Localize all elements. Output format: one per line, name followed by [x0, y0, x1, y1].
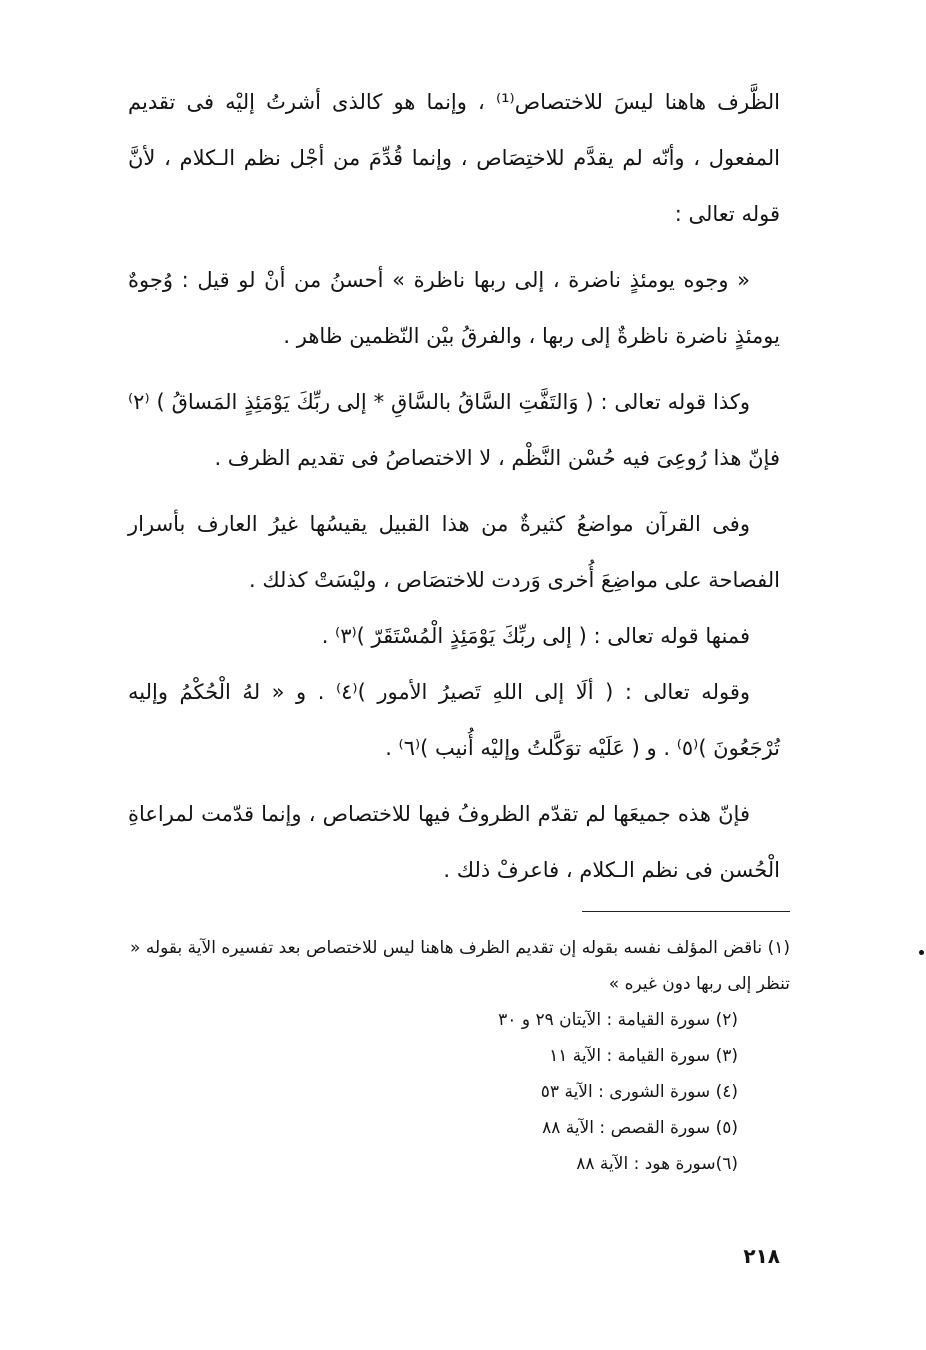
- paragraph-2: « وجوه يومئذٍ ناضرة ، إلى ربها ناظرة » أحسنُ من أنْ لو قيل : وُجوهٌ يومئذٍ ناضرة ناظرةٌ إلى ربها ، والفرقُ بيْن النّظمين ظاهر .: [128, 268, 780, 348]
- footnote-6: (٦)سورة هود : الآية ٨٨: [576, 1154, 738, 1174]
- paragraph-7: فإنّ هذه جميعَها لم تقدّم الظروفُ فيها للاختصاص ، وإنما قدّمت لمراعاةِ الْحُسن فى نظم الـكلام ، فاعرفْ ذلك .: [128, 802, 780, 882]
- page-number: ٢١٨: [743, 1244, 780, 1268]
- footnote-separator: [582, 911, 790, 912]
- margin-dot: [919, 950, 924, 955]
- footnote-4: (٤) سورة الشورى : الآية ٥٣: [540, 1082, 738, 1102]
- footnote-3: (٣) سورة القيامة : الآية ١١: [549, 1046, 738, 1066]
- footnotes: [130, 930, 790, 1182]
- paragraph-4: وفى القرآن مواضعُ كثيرةٌ من هذا القبيل يقيسُها غيرُ العارف بأسرار الفصاحة على مواضِعَ أُخرى وَردت للاختصَاص ، وليْسَتْ كذلك .: [128, 512, 780, 592]
- footnote-5: (٥) سورة القصص : الآية ٨٨: [542, 1118, 738, 1138]
- paragraph-5: فمنها قوله تعالى : ( إلى ربِّكَ يَوْمَئِذٍ الْمُسْتَقَرّ )⁽٣⁾ .: [321, 624, 750, 648]
- main-text: [128, 74, 780, 898]
- footnote-2: (٢) سورة القيامة : الآيتان ٢٩ و ٣٠: [498, 1010, 738, 1030]
- paragraph-6: وقوله تعالى : ( ألَا إلى اللهِ تَصيرُ الأمور )⁽٤⁾ . و « لهُ الْحُكْمُ وإليه تُرْجَعُونَ )⁽٥⁾ . و ( عَلَيْه توَكَّلتُ وإليْه أُنيب )⁽٦⁾ .: [128, 680, 780, 760]
- paragraph-3: وكذا قوله تعالى : ( وَالتَفَّتِ السَّاقُ بالسَّاقِ * إلى ربِّكَ يَوْمَئِذٍ المَساقُ ) ⁽٢⁾ فإنّ هذا رُوعِىَ فيه حُسْن النَّظْم ، لا الاختصاصُ فى تقديم الظرف .: [128, 390, 780, 470]
- paragraph-1: الظَّرف هاهنا ليسَ للاختصاص⁽¹⁾ ، وإنما هو كالذى أشرتُ إليْه فى تقديم المفعول ، وأنّه لم يقدَّم للاختِصَاص ، وإنما قُدِّمَ من أجْل نظم الـكلام ، لأنَّ قوله تعالى :: [128, 90, 780, 226]
- footnote-1: (١) ناقض المؤلف نفسه بقوله إن تقديم الظرف هاهنا ليس للاختصاص بعد تفسيره الآية بقوله « تنظر إلى ربها دون غيره »: [130, 938, 790, 994]
